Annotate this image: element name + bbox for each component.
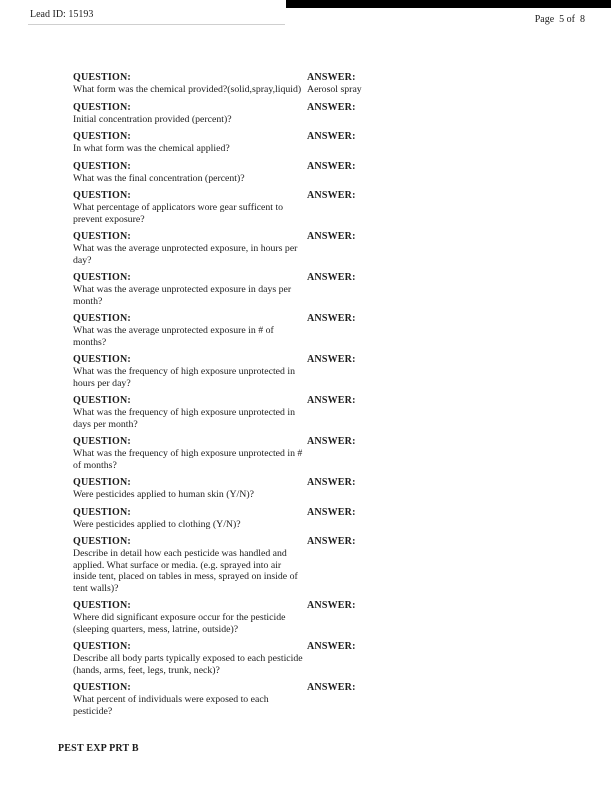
answer-column (307, 312, 551, 325)
question-label: QUESTION: (73, 231, 131, 242)
answer-label: ANSWER: (307, 395, 356, 406)
answer-column (307, 71, 551, 96)
qa-row (73, 353, 551, 389)
answer-text: Aerosol spray (307, 84, 362, 95)
answer-label: ANSWER: (307, 131, 356, 142)
question-label: QUESTION: (73, 682, 131, 693)
question-text: Describe all body parts typically exposed to each pesticide (hands, arms, feet, legs, trunk, neck)? (73, 653, 303, 676)
qa-row (73, 189, 551, 225)
answer-label: ANSWER: (307, 190, 356, 201)
answer-label: ANSWER: (307, 600, 356, 611)
answer-column (307, 130, 551, 143)
form-code: PEST EXP PRT B (58, 743, 139, 754)
scan-artifact-bar (286, 0, 611, 8)
question-text: What percentage of applicators wore gear sufficent to prevent exposure? (73, 202, 284, 225)
question-text: In what form was the chemical applied? (73, 143, 230, 154)
question-text: What was the average unprotected exposure in # of months? (73, 325, 274, 348)
qa-row (73, 312, 551, 348)
answer-label: ANSWER: (307, 231, 356, 242)
question-text: Were pesticides applied to human skin (Y/N)? (73, 489, 254, 500)
answer-column (307, 160, 551, 173)
question-text: Describe in detail how each pesticide was handled and applied. What surface or media. (e.g. sprayed into air inside tent, placed on tables in mess, sprayed on inside of tent walls)? (73, 548, 298, 594)
answer-label: ANSWER: (307, 641, 356, 652)
question-column (73, 394, 307, 430)
answer-column (307, 599, 551, 612)
answer-label: ANSWER: (307, 160, 356, 172)
question-label: QUESTION: (73, 641, 131, 652)
question-label: QUESTION: (73, 436, 131, 447)
header-rule (28, 24, 285, 25)
question-column (73, 353, 307, 389)
question-column (73, 189, 307, 225)
question-label: QUESTION: (73, 272, 131, 283)
question-column (73, 599, 307, 635)
question-text: What form was the chemical provided?(solid,spray,liquid) (73, 84, 302, 95)
qa-row (73, 71, 551, 96)
answer-column (307, 506, 551, 519)
question-label: QUESTION: (73, 160, 131, 172)
answer-column (307, 353, 551, 366)
question-column (73, 640, 307, 676)
answer-column (307, 101, 551, 114)
qa-row (73, 535, 551, 594)
page-number: Page 5 of 8 (534, 14, 585, 25)
answer-label: ANSWER: (307, 436, 356, 447)
qa-row (73, 271, 551, 307)
answer-column (307, 535, 551, 548)
answer-column (307, 435, 551, 448)
answer-label: ANSWER: (307, 72, 356, 83)
answer-label: ANSWER: (307, 536, 356, 547)
answer-label: ANSWER: (307, 682, 356, 693)
answer-column (307, 681, 551, 694)
question-text: What was the final concentration (percent)? (73, 172, 245, 184)
qa-row (73, 435, 551, 471)
qa-row (73, 160, 551, 185)
question-column (73, 535, 307, 594)
answer-label: ANSWER: (307, 506, 356, 518)
qa-row (73, 640, 551, 676)
question-column (73, 681, 307, 717)
lead-id: Lead ID: 15193 (30, 9, 94, 20)
qa-row (73, 394, 551, 430)
question-label: QUESTION: (73, 354, 131, 365)
question-text: What was the frequency of high exposure unprotected in # of months? (73, 448, 303, 471)
question-label: QUESTION: (73, 72, 131, 83)
question-text: What was the frequency of high exposure unprotected in hours per day? (73, 366, 295, 389)
qa-row (73, 476, 551, 501)
qa-row (73, 230, 551, 266)
answer-column (307, 640, 551, 653)
question-text: What percent of individuals were exposed to each pesticide? (73, 694, 269, 717)
qa-row (73, 506, 551, 531)
answer-label: ANSWER: (307, 477, 356, 488)
answer-column (307, 394, 551, 407)
answer-column (307, 476, 551, 489)
question-column (73, 312, 307, 348)
question-label: QUESTION: (73, 477, 131, 488)
question-column (73, 506, 307, 531)
question-label: QUESTION: (73, 536, 131, 547)
question-label: QUESTION: (73, 313, 131, 324)
question-text: What was the average unprotected exposure, in hours per day? (73, 243, 298, 266)
answer-column (307, 230, 551, 243)
question-text: Initial concentration provided (percent)? (73, 113, 232, 125)
answer-column (307, 271, 551, 284)
question-column (73, 101, 307, 126)
question-column (73, 435, 307, 471)
question-text: Were pesticides applied to clothing (Y/N)? (73, 518, 241, 530)
question-column (73, 271, 307, 307)
question-text: What was the frequency of high exposure unprotected in days per month? (73, 407, 295, 430)
question-text: Where did significant exposure occur for the pesticide (sleeping quarters, mess, latrine, outside)? (73, 612, 286, 635)
question-label: QUESTION: (73, 101, 131, 113)
answer-label: ANSWER: (307, 313, 356, 324)
answer-column (307, 189, 551, 202)
qa-row (73, 130, 551, 155)
question-label: QUESTION: (73, 190, 131, 201)
question-column (73, 230, 307, 266)
question-label: QUESTION: (73, 506, 131, 518)
answer-label: ANSWER: (307, 354, 356, 365)
question-label: QUESTION: (73, 600, 131, 611)
qa-row (73, 599, 551, 635)
question-column (73, 71, 307, 96)
qa-rows (73, 71, 551, 722)
question-column (73, 476, 307, 501)
question-label: QUESTION: (73, 131, 131, 142)
question-column (73, 160, 307, 185)
qa-row (73, 681, 551, 717)
answer-label: ANSWER: (307, 272, 356, 283)
qa-row (73, 101, 551, 126)
question-column (73, 130, 307, 155)
question-label: QUESTION: (73, 395, 131, 406)
question-text: What was the average unprotected exposure in days per month? (73, 284, 292, 307)
answer-label: ANSWER: (307, 101, 356, 113)
